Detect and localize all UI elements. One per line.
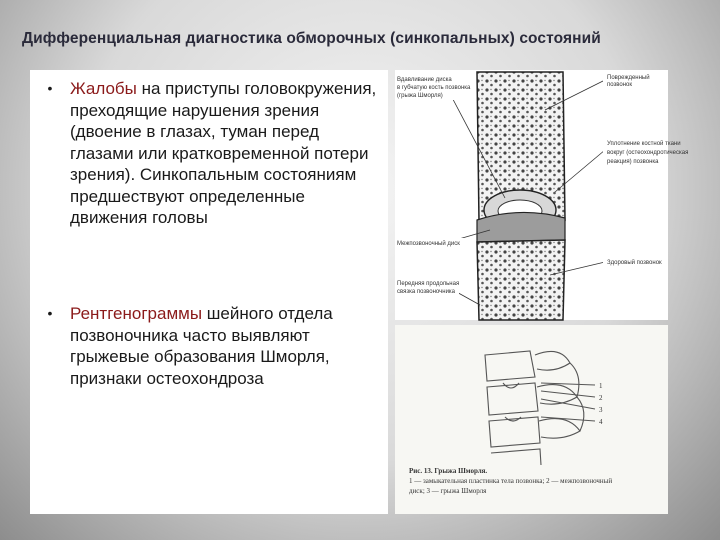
intervertebral-disc [477,212,565,242]
bullet-text [70,78,380,229]
label-bone-sclerosis: реакция) позвонка [607,159,659,165]
figure-number: 1 [599,382,603,390]
vertebrae-outlines [485,351,595,465]
bullet-keyword: Жалобы [70,79,137,98]
label-disc-impression: Вдавливание диска [397,77,452,83]
label-damaged-vertebra: Поврежденный [607,75,650,81]
figure-caption-line: 1 — замыкательная пластинка тела позвонка; 2 — межпозвоночный [409,477,613,485]
xray-schematic [395,325,668,514]
label-longitudinal-ligament: Передняя продольная [397,281,460,287]
bullet-text [70,303,380,389]
label-bone-sclerosis: вокруг (остеохондротическая [607,150,689,156]
bullet-keyword: Рентгенограммы [70,304,203,323]
label-disc-impression: в губчатую кость позвонка [397,85,471,91]
figure-caption-title: Рис. 13. Грыжа Шморля. [409,467,488,475]
figure-number: 3 [599,406,603,414]
bullet-xray [30,303,380,389]
label-disc-impression: (грыжа Шморля) [397,93,443,99]
text-panel [30,70,388,514]
slide-title: Дифференциальная диагностика обморочных (синкопальных) состояний [22,30,601,47]
bullet-marker: • [47,305,53,321]
bullet-body: на приступы головокружения, преходящие нарушения зрения (двоение в глазах, туман перед глазами или кратковременной потери зрения). Синкопальным состояниям предшествуют определенные движения головы [70,79,377,227]
bullet-complaints [30,78,380,229]
bullet-marker: • [47,80,53,96]
figure-number: 2 [599,394,603,402]
label-intervertebral-disc: Межпозвоночный диск [397,241,460,247]
vertebrae-outline-drawing [395,325,668,514]
figure-caption-line: диск; 3 — грыжа Шморля [409,487,487,495]
label-longitudinal-ligament: связка позвоночника [397,289,456,295]
label-damaged-vertebra: позвонок [607,82,633,88]
schmorl-node-illustration [395,70,689,320]
figure-number: 4 [599,418,603,426]
healthy-vertebra [477,240,565,320]
label-bone-sclerosis: Уплотнение костной ткани [607,141,681,147]
label-healthy-vertebra: Здоровый позвонок [607,260,662,266]
bullet-body: шейного отдела позвоночника часто выявляют грыжевые образования Шморля, признаки остеохондроза [70,304,333,388]
spine-section-drawing [395,70,689,320]
